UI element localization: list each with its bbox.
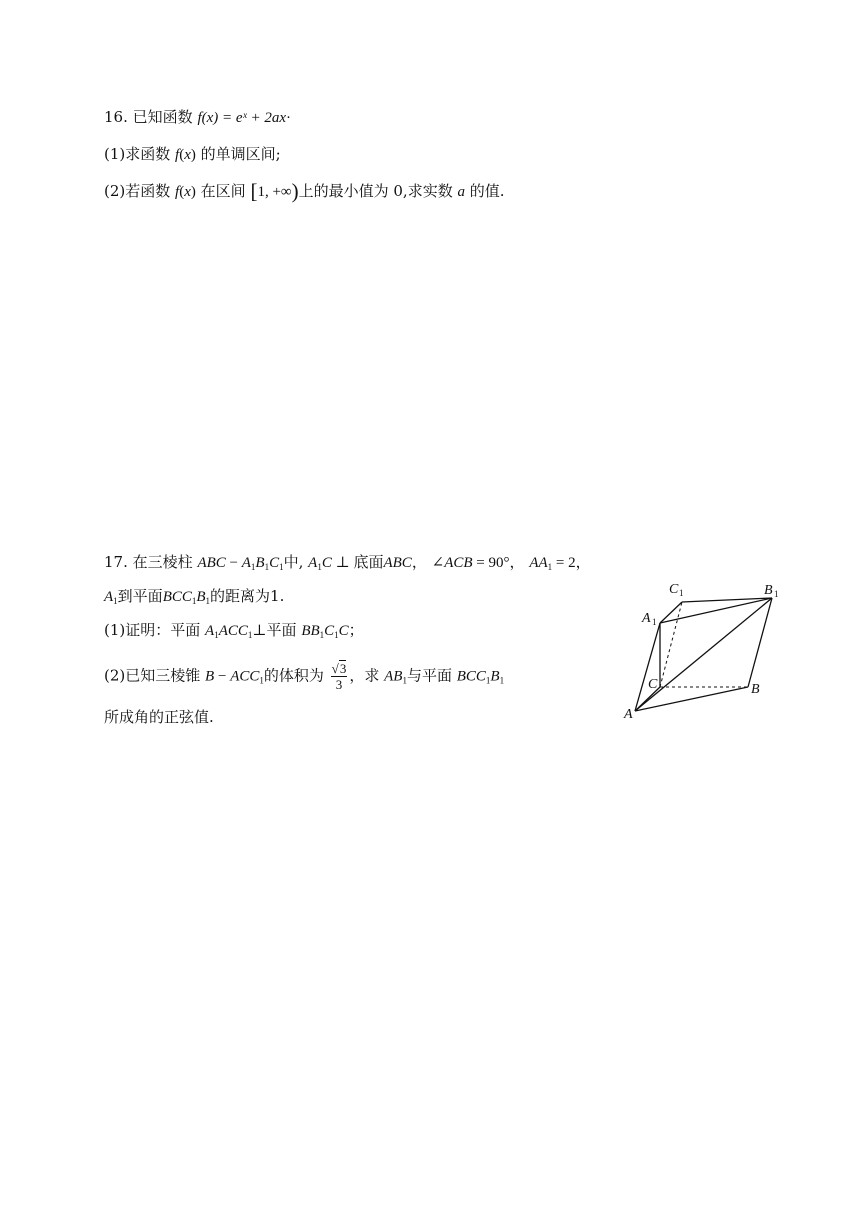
- p17-ab1: AB: [384, 668, 403, 685]
- p17-volume-fraction: $\frac{√3}{3}$: [331, 661, 347, 692]
- label-a1-sub: 1: [652, 617, 657, 627]
- p17-line1-b: 中,: [283, 553, 304, 571]
- p17-plane1: BCC: [162, 589, 192, 605]
- p17-part3: [104, 707, 214, 727]
- p16-part2-fx: f: [175, 184, 180, 200]
- p17-plane-bb1c1c: BB: [301, 623, 320, 639]
- p17-part1-b: 平面: [266, 621, 297, 639]
- p16-part2-a: 若函数: [125, 182, 171, 200]
- p17-a1c: A: [308, 555, 318, 571]
- p17-part1-label: (1): [104, 621, 126, 639]
- p16-stem: 16. 已知函数 f(x) = eˣ + 2ax·: [104, 108, 292, 126]
- label-c1-sub: 1: [679, 588, 684, 598]
- p17-aa1: AA: [529, 555, 548, 571]
- p17-part2-a: 已知三棱锥: [125, 666, 201, 685]
- p16-part1-fx: f: [175, 147, 180, 163]
- p16-part2-c: 上的最小值为 0,求实数: [298, 182, 453, 200]
- p16-part1-label: (1): [104, 145, 126, 163]
- label-b1-sub: 1: [774, 589, 779, 599]
- p17-line2: $A_1$到平面$BCC_1B_1$的距离为1.: [104, 587, 285, 606]
- p16-part2-label: (2): [104, 182, 126, 200]
- edge-b1-b: [748, 598, 772, 687]
- p17-line2-a: 到平面: [117, 587, 163, 605]
- p17-line1-a: 在三棱柱: [132, 553, 193, 571]
- label-c1: C: [669, 582, 679, 597]
- p16-part2-b: 在区间: [200, 182, 246, 200]
- prism-figure: [615, 570, 795, 722]
- edge-a1-a: [635, 623, 660, 711]
- p16-part1-b: 的单调区间;: [200, 145, 281, 163]
- p17-part1: (1)证明：平面 $A_1ACC_1\perp$平面 $BB_1C_1C$；: [104, 621, 364, 640]
- label-a1: A: [642, 611, 651, 626]
- p17-line1: 17. 在三棱柱 ABC − $A_1B_1C_1$中, $A_1C$ ⊥ 底面ABC， ∠ACB = 90°， $AA_1 = 2$，: [104, 553, 591, 572]
- p17-sep3: ，: [575, 553, 591, 571]
- label-b1: B: [764, 583, 773, 598]
- p16-stem-text: 已知函数: [132, 108, 193, 126]
- p16-number: 16.: [104, 108, 128, 126]
- edge-a1-c1: [660, 602, 682, 623]
- p17-plane2: BCC: [456, 668, 486, 685]
- p16-part2: (2)若函数 f(x) 在区间 [1, +∞)上的最小值为 0,求实数 a 的值.: [104, 179, 505, 203]
- p17-a1: A: [104, 589, 114, 605]
- p17-prism: ABC: [197, 555, 226, 571]
- p17-part3-text: 所成角的正弦值.: [104, 708, 214, 726]
- p17-sep1: ，: [411, 553, 427, 571]
- p16-part1: (1)求函数 f(x) 的单调区间;: [104, 145, 281, 163]
- label-c: C: [648, 677, 658, 692]
- p16-part1-a: 求函数: [125, 145, 171, 163]
- p17-number: 17.: [104, 553, 128, 571]
- p17-part2-b: 的体积为: [263, 666, 324, 685]
- p16-formula: f(x) = eˣ + 2ax: [197, 110, 287, 126]
- label-b: B: [751, 682, 760, 697]
- p17-part1-end: ；: [348, 621, 364, 639]
- p17-part2-c: ，求: [349, 666, 380, 685]
- edge-a1-b1: [660, 598, 772, 623]
- p17-angle: ACB: [444, 555, 473, 571]
- p16-var-a: a: [457, 184, 465, 200]
- p17-sep2: ，: [509, 553, 525, 571]
- p17-part1-a: 证明：平面: [125, 621, 201, 639]
- p16-part2-d: 的值.: [469, 182, 505, 200]
- p17-pyramid: B: [205, 668, 215, 685]
- p17-part2: (2)已知三棱锥 $B - ACC_1$的体积为 $\frac{√3}{3}$ ，求 $AB_1$与平面 $BCC_1B_1$: [104, 661, 505, 692]
- p17-part2-d: 与平面: [406, 666, 452, 685]
- p17-line1-c: 底面: [353, 553, 384, 571]
- p17-plane-a1acc1: A: [205, 623, 215, 639]
- p16-interval: [1, +∞): [250, 179, 299, 203]
- label-a: A: [624, 707, 633, 722]
- p17-part2-label: (2): [104, 666, 126, 685]
- p17-line2-b: 的距离为1.: [210, 587, 285, 605]
